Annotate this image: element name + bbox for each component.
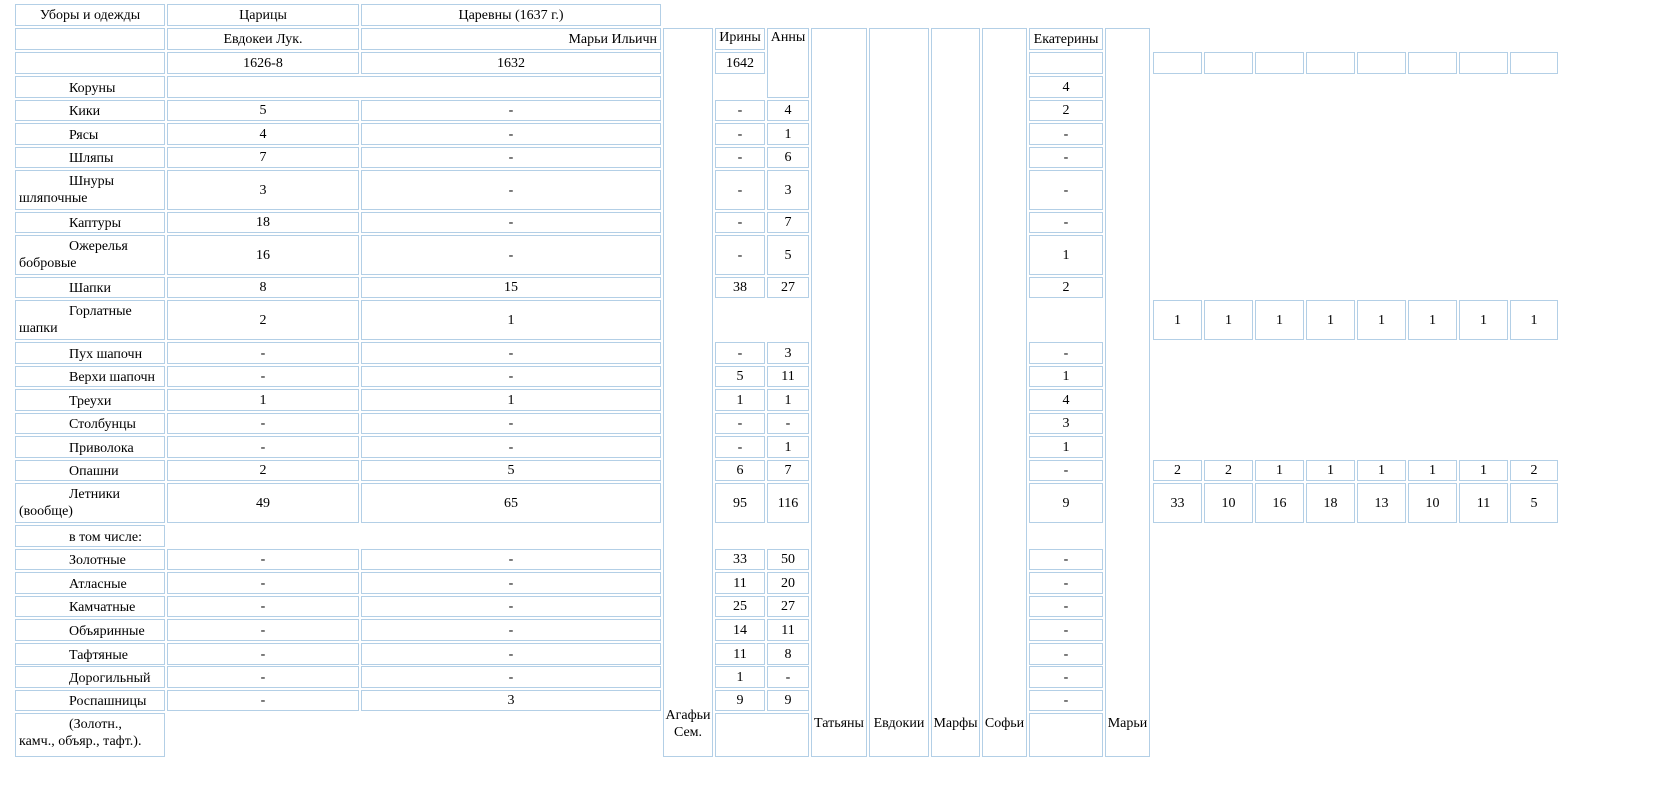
value-evdokei: 16 <box>167 235 359 275</box>
empty-cell <box>1029 713 1103 757</box>
value-extra: 13 <box>1357 483 1406 523</box>
header-iriny: Ирины <box>715 28 765 50</box>
value-evdokei: - <box>167 643 359 665</box>
value-extra: 11 <box>1459 483 1508 523</box>
value-iriny: 25 <box>715 596 765 617</box>
column-sofyi: Софьи <box>982 28 1027 757</box>
row-label: Золотные <box>15 549 165 570</box>
value-ekateriny: - <box>1029 619 1103 641</box>
value-iriny: 38 <box>715 277 765 298</box>
value-ekateriny: - <box>1029 666 1103 688</box>
value-evdokei: - <box>167 619 359 641</box>
value-extra: 1 <box>1459 300 1508 340</box>
value-anny: 7 <box>767 460 809 481</box>
value-anny: 3 <box>767 342 809 364</box>
value-ekateriny: - <box>1029 596 1103 617</box>
value-maryi-ilichn: - <box>361 100 661 121</box>
value-evdokei: 2 <box>167 300 359 340</box>
value-anny: 11 <box>767 366 809 387</box>
row-label: Шнуры шляпочные <box>15 170 165 210</box>
header-evdokei: Евдокеи Лук. <box>167 28 359 50</box>
value-iriny: - <box>715 100 765 121</box>
row-label: Треухи <box>15 389 165 411</box>
header-empty <box>15 52 165 74</box>
value-ekateriny: 4 <box>1029 389 1103 411</box>
row-label: Дорогильный <box>15 666 165 688</box>
row-label: Столбунцы <box>15 413 165 434</box>
value-extra: 10 <box>1204 483 1253 523</box>
row-label: Ожерелья бобровые <box>15 235 165 275</box>
value-extra: 5 <box>1510 483 1558 523</box>
row-label: Атласные <box>15 572 165 594</box>
value-ekateriny: - <box>1029 342 1103 364</box>
value-anny: 27 <box>767 596 809 617</box>
value-maryi-ilichn: - <box>361 572 661 594</box>
value-anny: 4 <box>767 100 809 121</box>
header-items-title: Уборы и одежды <box>15 4 165 26</box>
value-iriny: 1 <box>715 666 765 688</box>
row-label: Шапки <box>15 277 165 298</box>
value-iriny: - <box>715 235 765 275</box>
value-ekateriny: 3 <box>1029 413 1103 434</box>
value-anny: 5 <box>767 235 809 275</box>
header-maryi-ilichn: Марьи Ильичн <box>361 28 661 50</box>
column-maryi: Марьи <box>1105 28 1150 757</box>
value-evdokei: - <box>167 342 359 364</box>
year-maryi: 1632 <box>361 52 661 74</box>
value-maryi-ilichn: - <box>361 596 661 617</box>
value-iriny: - <box>715 413 765 434</box>
row-label: Пух шапочн <box>15 342 165 364</box>
value-anny: 50 <box>767 549 809 570</box>
value-evdokei: - <box>167 572 359 594</box>
value-anny: 1 <box>767 123 809 145</box>
row-label: Каптуры <box>15 212 165 233</box>
row-label: в том числе: <box>15 525 165 547</box>
column-evdokii: Евдокии <box>869 28 929 757</box>
value-ekateriny: - <box>1029 170 1103 210</box>
value-maryi-ilichn: - <box>361 413 661 434</box>
value-maryi-ilichn: - <box>361 366 661 387</box>
value-maryi-ilichn: - <box>361 666 661 688</box>
header-empty <box>15 28 165 50</box>
value-anny: 27 <box>767 277 809 298</box>
value-maryi-ilichn: - <box>361 147 661 168</box>
value-iriny: 14 <box>715 619 765 641</box>
header-tsaritsy: Царицы <box>167 4 359 26</box>
value-iriny: 95 <box>715 483 765 523</box>
column-tatyany: Татьяны <box>811 28 867 757</box>
row-label: Летники (вообще) <box>15 483 165 523</box>
value-ekateriny: - <box>1029 690 1103 711</box>
row-label: Приволока <box>15 436 165 458</box>
value-iriny: 1 <box>715 389 765 411</box>
row-label: Камчатные <box>15 596 165 617</box>
row-label: Тафтяные <box>15 643 165 665</box>
value-ekateriny: 1 <box>1029 436 1103 458</box>
value-maryi-ilichn: - <box>361 549 661 570</box>
value-anny: 8 <box>767 643 809 665</box>
value-extra: 1 <box>1357 460 1406 481</box>
row-label: Роспашницы <box>15 690 165 711</box>
value-maryi-ilichn: - <box>361 643 661 665</box>
value-anny: - <box>767 413 809 434</box>
value-anny: 116 <box>767 483 809 523</box>
value-iriny: - <box>715 170 765 210</box>
value-ekateriny: 4 <box>1029 76 1103 98</box>
value-iriny: - <box>715 123 765 145</box>
value-evdokei: 1 <box>167 389 359 411</box>
extra-header-empty <box>1153 52 1202 74</box>
value-evdokei: - <box>167 366 359 387</box>
value-extra: 2 <box>1153 460 1202 481</box>
value-maryi-ilichn: 1 <box>361 389 661 411</box>
header-anny: Анны <box>767 28 809 98</box>
value-ekateriny: 2 <box>1029 100 1103 121</box>
extra-header-empty <box>1408 52 1457 74</box>
value-evdokei: - <box>167 413 359 434</box>
value-extra: 1 <box>1510 300 1558 340</box>
value-iriny: 5 <box>715 366 765 387</box>
value-extra: 2 <box>1510 460 1558 481</box>
extra-header-empty <box>1306 52 1355 74</box>
row-label: (Золотн., камч., объяр., тафт.). <box>15 713 165 757</box>
value-anny: 1 <box>767 389 809 411</box>
value-iriny: - <box>715 147 765 168</box>
value-evdokei: - <box>167 549 359 570</box>
value-anny: 9 <box>767 690 809 711</box>
empty-cell <box>715 713 809 757</box>
value-evdokei: 5 <box>167 100 359 121</box>
value-maryi-ilichn: - <box>361 123 661 145</box>
value-iriny: - <box>715 436 765 458</box>
column-agafyi: Агафьи Сем. <box>663 28 713 757</box>
year-iriny: 1642 <box>715 52 765 74</box>
extra-header-empty <box>1459 52 1508 74</box>
value-evdokei: 49 <box>167 483 359 523</box>
value-ekateriny: 9 <box>1029 483 1103 523</box>
value-ekateriny: - <box>1029 123 1103 145</box>
value-extra: 18 <box>1306 483 1355 523</box>
value-extra: 16 <box>1255 483 1304 523</box>
row-label: Объяринные <box>15 619 165 641</box>
value-extra: 1 <box>1255 300 1304 340</box>
header-ekateriny: Екатерины <box>1029 28 1103 50</box>
value-anny: 3 <box>767 170 809 210</box>
value-evdokei: 18 <box>167 212 359 233</box>
value-extra: 1 <box>1408 460 1457 481</box>
header-tsarevny: Царевны (1637 г.) <box>361 4 661 26</box>
value-anny: - <box>767 666 809 688</box>
value-extra: 1 <box>1204 300 1253 340</box>
value-evdokei: 7 <box>167 147 359 168</box>
extra-header-empty <box>1204 52 1253 74</box>
value-maryi-ilichn: 1 <box>361 300 661 340</box>
value-extra: 1 <box>1408 300 1457 340</box>
value-maryi-ilichn: 5 <box>361 460 661 481</box>
value-extra: 2 <box>1204 460 1253 481</box>
value-maryi-ilichn: - <box>361 436 661 458</box>
value-evdokei: - <box>167 690 359 711</box>
value-iriny: 11 <box>715 643 765 665</box>
value-maryi-ilichn: 65 <box>361 483 661 523</box>
row-label: Горлатные шапки <box>15 300 165 340</box>
value-iriny: 33 <box>715 549 765 570</box>
value-ekateriny: - <box>1029 460 1103 481</box>
value-anny: 20 <box>767 572 809 594</box>
value-evdokei: 3 <box>167 170 359 210</box>
value-iriny: 6 <box>715 460 765 481</box>
row-label: Опашни <box>15 460 165 481</box>
value-evdokei: - <box>167 596 359 617</box>
value-evdokei: 8 <box>167 277 359 298</box>
value-extra: 1 <box>1153 300 1202 340</box>
value-extra: 1 <box>1255 460 1304 481</box>
row-label: Кики <box>15 100 165 121</box>
header-empty <box>1029 52 1103 74</box>
value-iriny: 9 <box>715 690 765 711</box>
value-anny: 1 <box>767 436 809 458</box>
value-ekateriny: 1 <box>1029 366 1103 387</box>
value-maryi-ilichn: 3 <box>361 690 661 711</box>
empty-cell <box>167 713 661 757</box>
value-maryi-ilichn: - <box>361 619 661 641</box>
extra-header-empty <box>1510 52 1558 74</box>
row-label: Коруны <box>15 76 165 98</box>
value-extra: 1 <box>1357 300 1406 340</box>
value-evdokei: 4 <box>167 123 359 145</box>
extra-header-empty <box>1357 52 1406 74</box>
value-extra: 33 <box>1153 483 1202 523</box>
value-ekateriny: - <box>1029 572 1103 594</box>
empty-cell <box>167 76 661 98</box>
extra-header-empty <box>1255 52 1304 74</box>
value-maryi-ilichn: - <box>361 170 661 210</box>
row-label: Рясы <box>15 123 165 145</box>
value-ekateriny: 2 <box>1029 277 1103 298</box>
value-maryi-ilichn: - <box>361 235 661 275</box>
value-ekateriny: - <box>1029 643 1103 665</box>
value-maryi-ilichn: - <box>361 212 661 233</box>
value-extra: 1 <box>1306 460 1355 481</box>
year-evdokei: 1626-8 <box>167 52 359 74</box>
value-iriny: - <box>715 342 765 364</box>
column-marfy: Марфы <box>931 28 980 757</box>
value-ekateriny: - <box>1029 212 1103 233</box>
row-label: Шляпы <box>15 147 165 168</box>
value-evdokei: - <box>167 436 359 458</box>
value-ekateriny: - <box>1029 549 1103 570</box>
value-extra: 1 <box>1306 300 1355 340</box>
value-anny: 6 <box>767 147 809 168</box>
value-maryi-ilichn: - <box>361 342 661 364</box>
value-iriny: 11 <box>715 572 765 594</box>
value-maryi-ilichn: 15 <box>361 277 661 298</box>
value-evdokei: 2 <box>167 460 359 481</box>
value-extra: 1 <box>1459 460 1508 481</box>
row-label: Верхи шапочн <box>15 366 165 387</box>
value-ekateriny: 1 <box>1029 235 1103 275</box>
value-anny: 11 <box>767 619 809 641</box>
value-anny: 7 <box>767 212 809 233</box>
value-evdokei: - <box>167 666 359 688</box>
value-iriny: - <box>715 212 765 233</box>
value-extra: 10 <box>1408 483 1457 523</box>
value-ekateriny: - <box>1029 147 1103 168</box>
